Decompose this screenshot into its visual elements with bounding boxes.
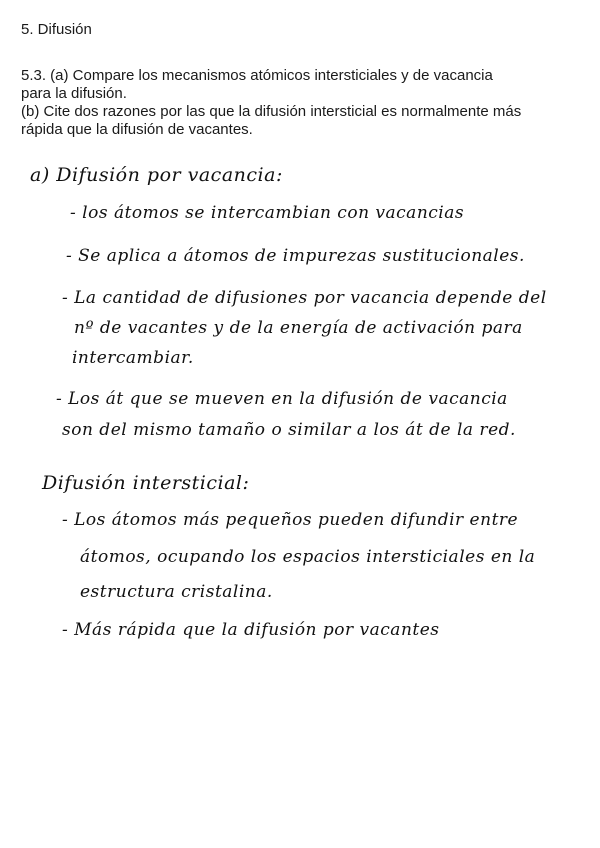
answer-line: son del mismo tamaño o similar a los át de la red. xyxy=(62,420,516,440)
section-title: 5. Difusión xyxy=(21,21,92,38)
problem-line: (b) Cite dos razones por las que la difusión intersticial es normalmente más xyxy=(21,103,522,120)
problem-statement xyxy=(21,67,581,139)
answer-part-a-heading: a) Difusión por vacancia: xyxy=(30,164,283,186)
answer-line: - Se aplica a átomos de impurezas sustitucionales. xyxy=(66,246,525,266)
answer-line: estructura cristalina. xyxy=(80,582,273,602)
answer-line: nº de vacantes y de la energía de activación para xyxy=(74,318,523,338)
answer-line: - Los átomos más pequeños pueden difundir entre xyxy=(62,510,519,530)
answer-line: - La cantidad de difusiones por vacancia depende del xyxy=(62,288,547,308)
answer-line: - Más rápida que la difusión por vacantes xyxy=(62,620,440,640)
answer-line: - Los át que se mueven en la difusión de vacancia xyxy=(56,389,508,409)
answer-line: átomos, ocupando los espacios intersticiales en la xyxy=(80,547,536,567)
answer-interstitial-heading: Difusión intersticial: xyxy=(42,472,250,494)
problem-line: para la difusión. xyxy=(21,85,127,102)
answer-line: intercambiar. xyxy=(72,348,194,368)
problem-line: 5.3. (a) Compare los mecanismos atómicos intersticiales y de vacancia xyxy=(21,67,493,84)
problem-line: rápida que la difusión de vacantes. xyxy=(21,121,253,138)
answer-line: - los átomos se intercambian con vacancias xyxy=(70,203,465,223)
